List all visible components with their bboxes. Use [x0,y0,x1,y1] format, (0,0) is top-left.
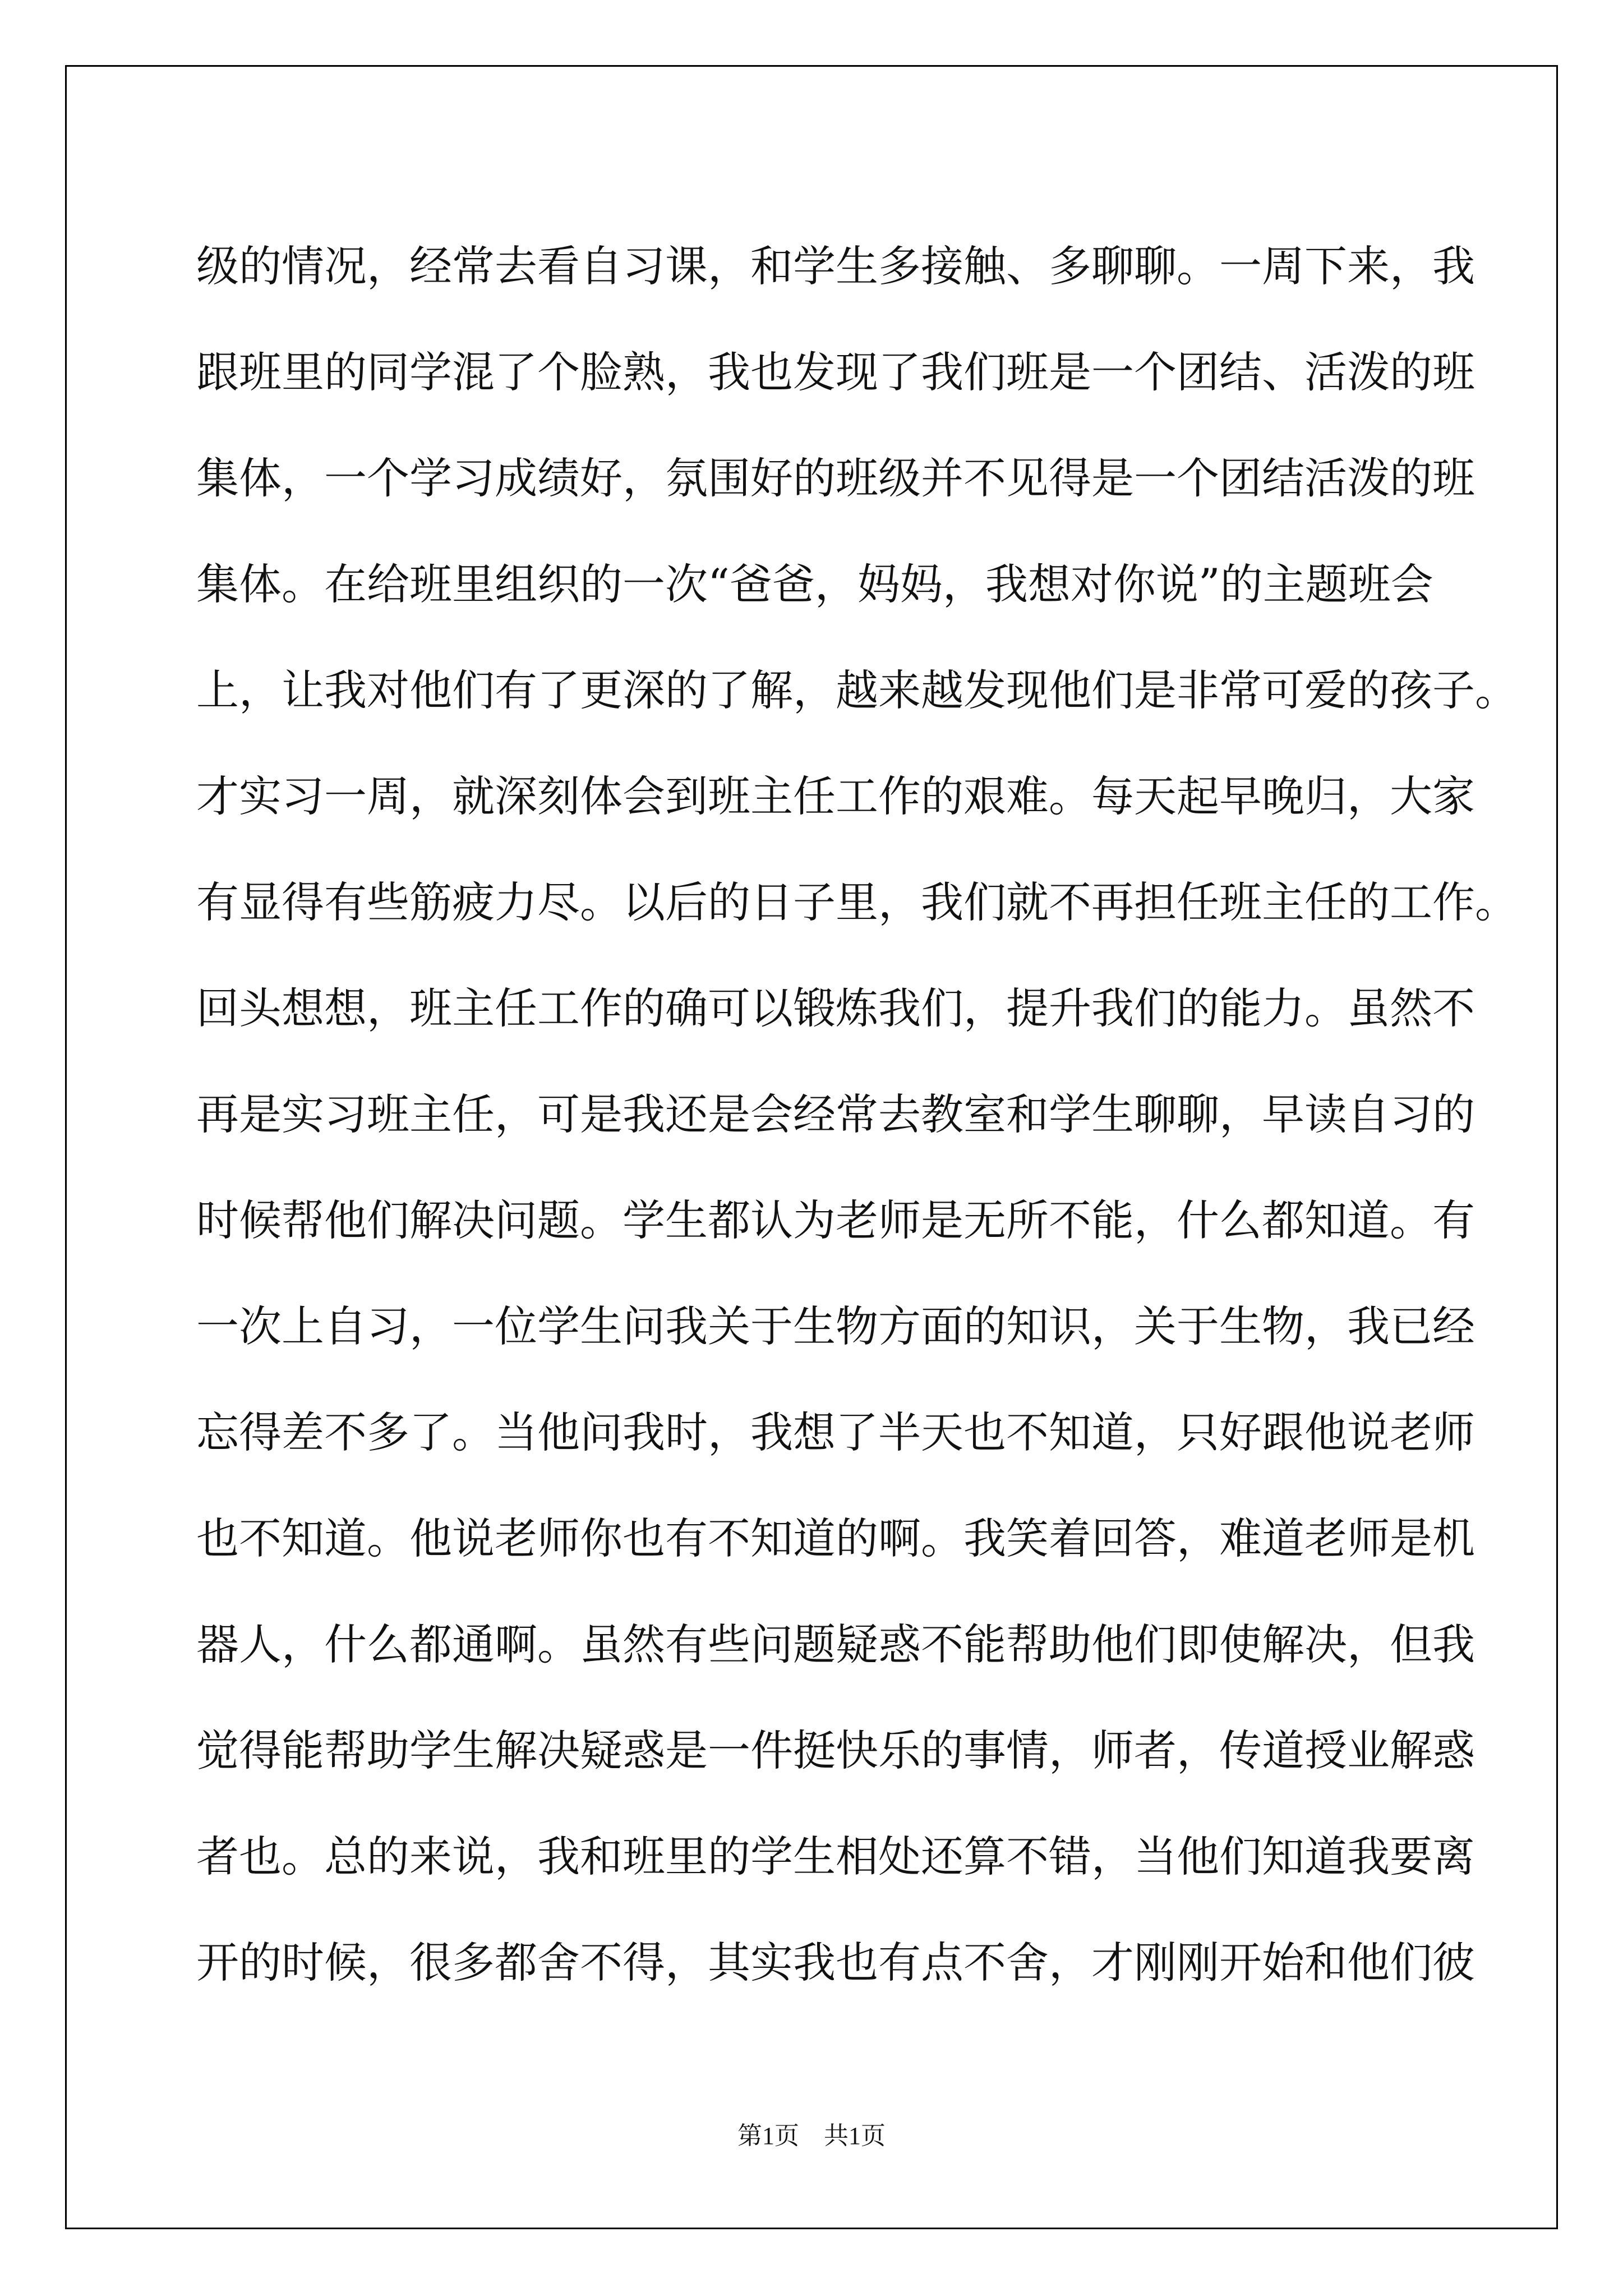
text-line: 集体，一个学习成绩好，氛围好的班级并不见得是一个团结活泼的班 [196,453,1475,503]
text-line: 回头想想，班主任工作的确可以锻炼我们，提升我们的能力。虽然不 [196,983,1475,1033]
text-line: 再是实习班主任，可是我还是会经常去教室和学生聊聊，早读自习的 [196,1089,1475,1139]
text-line: 觉得能帮助学生解决疑惑是一件挺快乐的事情，师者，传道授业解惑 [196,1726,1475,1775]
text-line: 级的情况，经常去看自习课，和学生多接触、多聊聊。一周下来，我 [196,241,1475,291]
text-line: 才实习一周，就深刻体会到班主任工作的艰难。每天起早晚归，大家 [196,771,1475,821]
text-line: 也不知道。他说老师你也有不知道的啊。我笑着回答，难道老师是机 [196,1513,1475,1563]
page-number-footer: 第1页 共1页 [737,2122,886,2150]
text-line: 者也。总的来说，我和班里的学生相处还算不错，当他们知道我要离 [196,1832,1475,1881]
text-line: 集体。在给班里组织的一次“爸爸，妈妈，我想对你说”的主题班会 [196,559,1433,609]
body-text [196,213,1518,2016]
text-line: 时候帮他们解决问题。学生都认为老师是无所不能，什么都知道。有 [196,1195,1475,1245]
text-line: 跟班里的同学混了个脸熟，我也发现了我们班是一个团结、活泼的班 [196,347,1475,397]
text-line: 器人，什么都通啊。虽然有些问题疑惑不能帮助他们即使解决，但我 [196,1619,1475,1669]
text-line: 有显得有些筋疲力尽。以后的日子里，我们就不再担任班主任的工作。 [196,877,1518,927]
text-line: 一次上自习，一位学生问我关于生物方面的知识，关于生物，我已经 [196,1301,1475,1351]
text-line: 开的时候，很多都舍不得，其实我也有点不舍，才刚刚开始和他们彼 [196,1938,1475,1987]
text-line: 上，让我对他们有了更深的了解，越来越发现他们是非常可爱的孩子。 [196,665,1518,715]
text-line: 忘得差不多了。当他问我时，我想了半天也不知道，只好跟他说老师 [196,1407,1475,1457]
